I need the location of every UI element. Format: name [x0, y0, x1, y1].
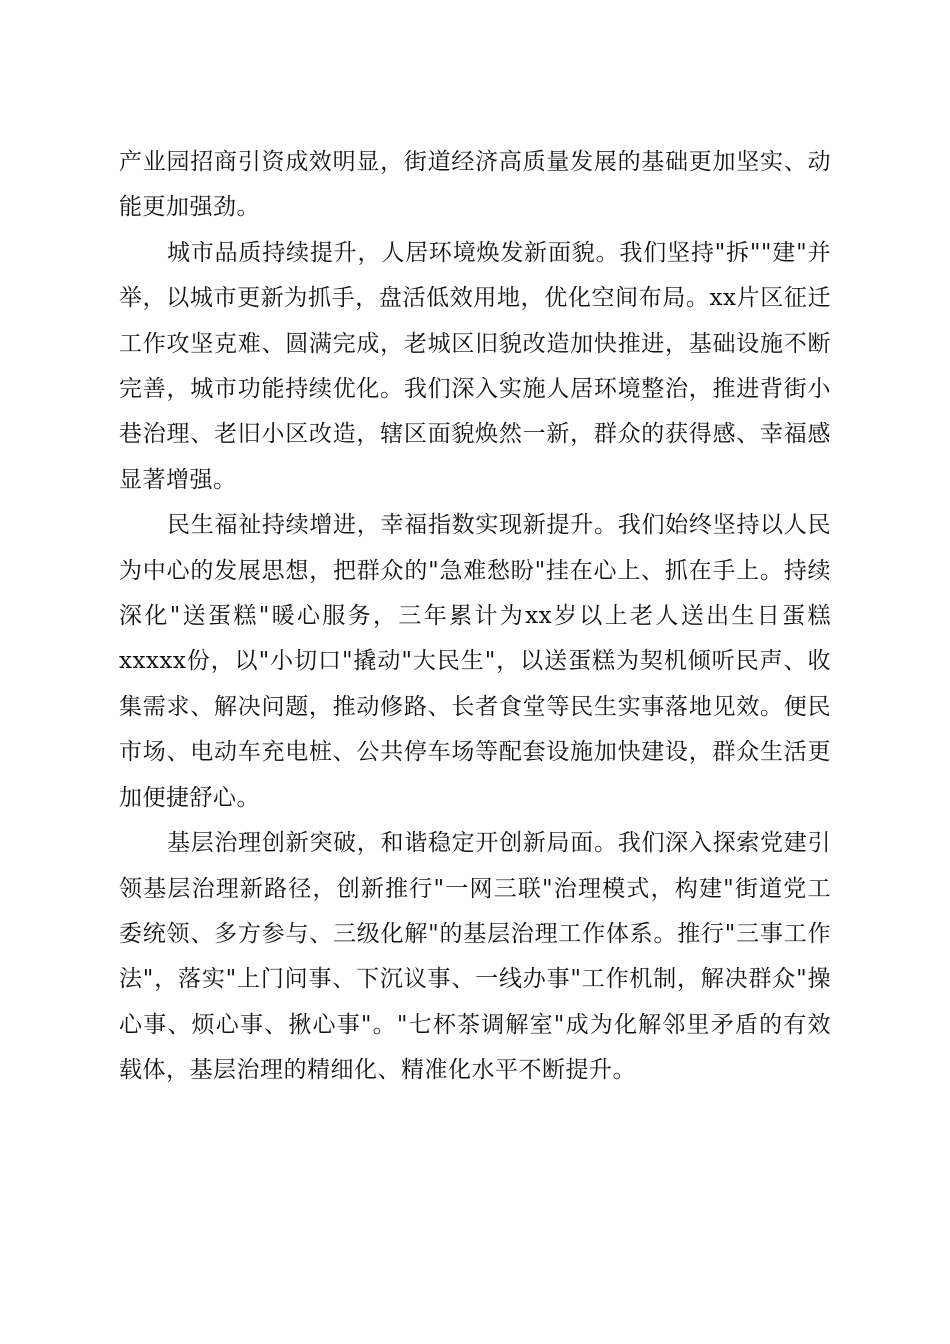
- paragraph-city-quality: 城市品质持续提升，人居环境焕发新面貌。我们坚持"拆""建"并举，以城市更新为抓手，盘活低效用地，优化空间布局。xx片区征迁工作攻坚克难、圆满完成，老城区旧貌改造加快推进，基础设施不断完善，城市功能持续优化。我们深入实施人居环境整治，推进背街小巷治理、老旧小区改造，辖区面貌焕然一新，群众的获得感、幸福感显著增强。: [119, 239, 831, 493]
- body-text: [119, 140, 831, 1094]
- paragraph-grassroots-governance: 基层治理创新突破，和谐稳定开创新局面。我们深入探索党建引领基层治理新路径，创新推行"一网三联"治理模式，构建"街道党工委统领、多方参与、三级化解"的基层治理工作体系。推行"三事工作法"，落实"上门问事、下沉议事、一线办事"工作机制，解决群众"操心事、烦心事、揪心事"。"七杯茶调解室"成为化解邻里矛盾的有效载体，基层治理的精细化、精准化水平不断提升。: [119, 830, 831, 1084]
- paragraph-continuation: 产业园招商引资成效明显，街道经济高质量发展的基础更加坚实、动能更加强劲。: [119, 149, 831, 221]
- paragraph-livelihood: 民生福祉持续增进，幸福指数实现新提升。我们始终坚持以人民为中心的发展思想，把群众的"急难愁盼"挂在心上、抓在手上。持续深化"送蛋糕"暖心服务，三年累计为xx岁以上老人送出生日蛋糕xxxxx份，以"小切口"撬动"大民生"，以送蛋糕为契机倾听民声、收集需求、解决问题，推动修路、长者食堂等民生实事落地见效。便民市场、电动车充电桩、公共停车场等配套设施加快建设，群众生活更加便捷舒心。: [119, 512, 831, 811]
